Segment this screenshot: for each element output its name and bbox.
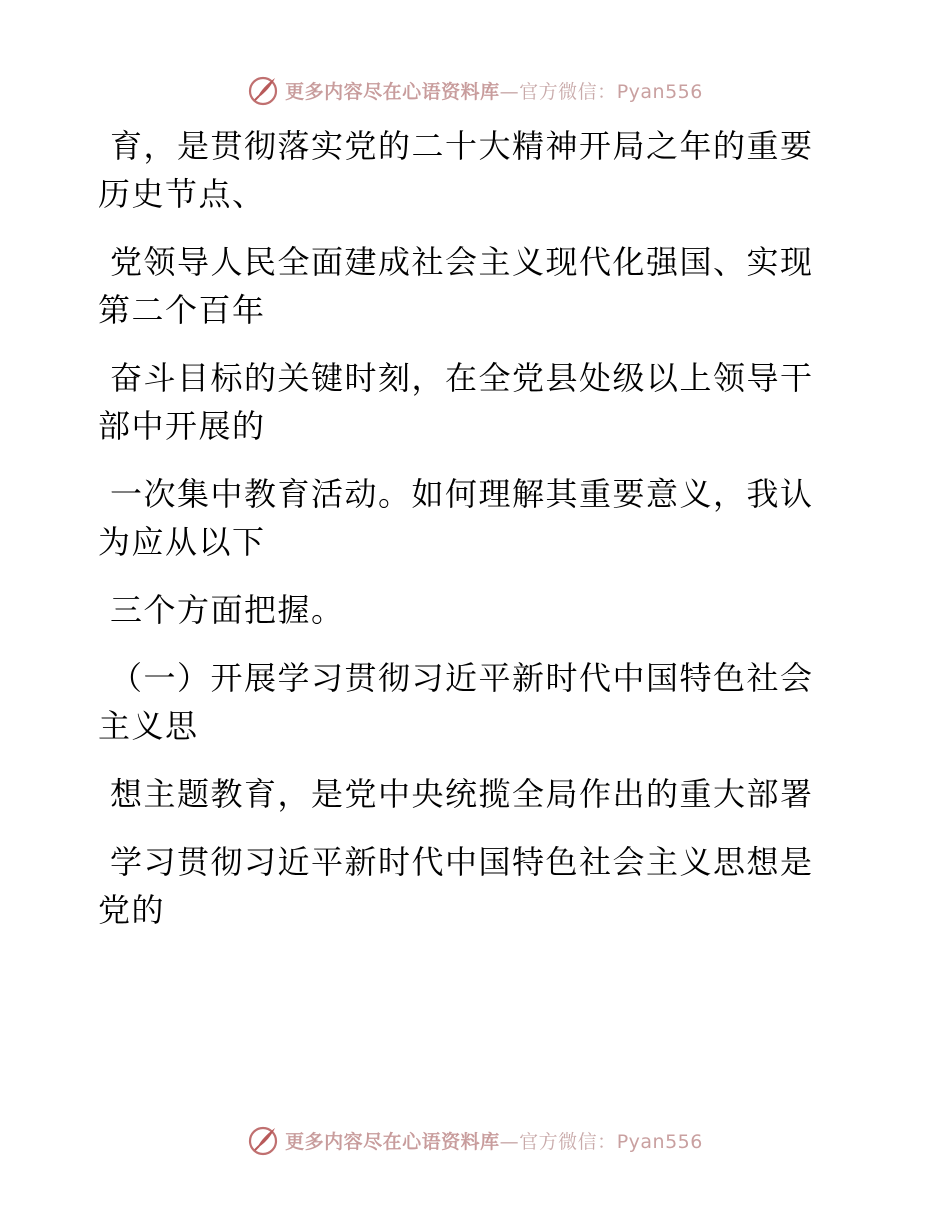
text-line: 历史节点、: [98, 175, 266, 213]
text-line: 奋斗目标的关键时刻，在全党县处级以上领导干: [110, 359, 814, 397]
paragraph: [98, 470, 858, 566]
header-watermark: [0, 70, 950, 110]
watermark-wechat-id: Pyan556: [616, 80, 703, 103]
text-line: 一次集中教育活动。如何理解其重要意义，我认: [110, 475, 814, 513]
watermark-wechat-label: 官方微信：: [519, 1130, 617, 1153]
text-line: 部中开展的: [98, 407, 266, 445]
text-line: 三个方面把握。: [110, 591, 345, 629]
watermark-brand: 更多内容尽在心语资料库: [285, 1130, 500, 1153]
text-line: 主义思: [98, 707, 199, 745]
paragraph: [98, 354, 858, 450]
watermark-separator: —: [499, 1130, 520, 1153]
text-line: （一）开展学习贯彻习近平新时代中国特色社会: [110, 659, 814, 697]
paragraph: [98, 654, 858, 750]
text-line: 党领导人民全面建成社会主义现代化强国、实现: [110, 243, 814, 281]
text-line: 学习贯彻习近平新时代中国特色社会主义思想是: [110, 843, 814, 881]
watermark-text: [285, 77, 703, 104]
footer-watermark: [0, 1120, 950, 1160]
paragraph: [98, 238, 858, 334]
watermark-brand: 更多内容尽在心语资料库: [285, 80, 500, 103]
watermark-text: [285, 1127, 703, 1154]
paragraph: [98, 122, 858, 218]
quill-logo-icon: [247, 74, 279, 106]
quill-logo-icon: [247, 1124, 279, 1156]
text-line: 党的: [98, 891, 166, 929]
paragraph: [98, 770, 858, 818]
text-line: 第二个百年: [98, 291, 266, 329]
text-line: 为应从以下: [98, 523, 266, 561]
watermark-wechat-label: 官方微信：: [519, 80, 617, 103]
paragraph: [98, 838, 858, 934]
text-line: 想主题教育，是党中央统揽全局作出的重大部署: [110, 775, 814, 813]
watermark-separator: —: [499, 80, 520, 103]
document-body: [98, 122, 858, 934]
watermark-wechat-id: Pyan556: [616, 1130, 703, 1153]
text-line: 育，是贯彻落实党的二十大精神开局之年的重要: [110, 127, 814, 165]
paragraph: [98, 586, 858, 634]
